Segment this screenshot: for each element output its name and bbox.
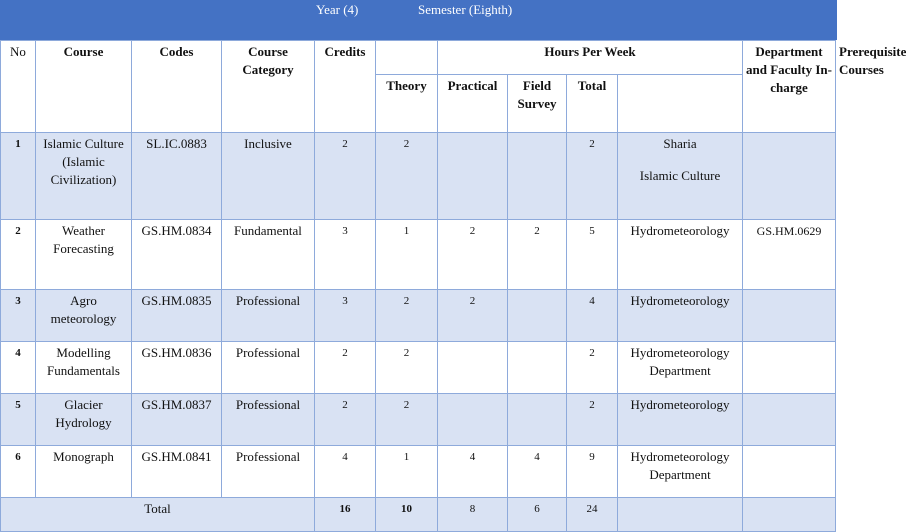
- row-code: GS.HM.0834: [132, 220, 222, 290]
- header-hours-per-week: Hours Per Week: [438, 41, 743, 75]
- row-category: Professional: [222, 290, 315, 342]
- row-practical: [438, 133, 508, 220]
- row-category: Fundamental: [222, 220, 315, 290]
- table-row: [1, 342, 836, 394]
- row-department: Hydrometeorology: [618, 394, 743, 446]
- header-department: Department and Faculty In-charge: [743, 41, 836, 133]
- row-department: Hydrometeorology Department: [618, 342, 743, 394]
- header-codes: Codes: [132, 41, 222, 133]
- row-credits: 2: [315, 342, 376, 394]
- year-label: Year (4): [316, 2, 359, 17]
- row-category: Professional: [222, 394, 315, 446]
- row-prerequisite: [743, 342, 836, 394]
- row-category: Professional: [222, 446, 315, 498]
- row-credits: 2: [315, 133, 376, 220]
- table-row: [1, 290, 836, 342]
- row-practical: [438, 394, 508, 446]
- table-row: [1, 220, 836, 290]
- header-no: No: [1, 41, 36, 133]
- row-prerequisite: [743, 446, 836, 498]
- row-field: [508, 133, 567, 220]
- row-total: 2: [567, 133, 618, 220]
- row-credits: 2: [315, 394, 376, 446]
- row-category: Professional: [222, 342, 315, 394]
- department-line: Islamic Culture: [639, 168, 721, 183]
- header-field-survey: Field Survey: [508, 75, 567, 133]
- row-theory: 2: [376, 342, 438, 394]
- row-course: Agro meteorology: [36, 290, 132, 342]
- row-prerequisite: [743, 133, 836, 220]
- header-row: No Course Codes Course Category Credits Hours Per Week Department and Faculty In-charge Prerequisite Courses: [1, 41, 836, 75]
- row-theory: 1: [376, 220, 438, 290]
- row-course: Islamic Culture (Islamic Civilization): [36, 133, 132, 220]
- row-practical: 4: [438, 446, 508, 498]
- row-course: Glacier Hydrology: [36, 394, 132, 446]
- row-course: Monograph: [36, 446, 132, 498]
- department-line: Sharia: [663, 136, 697, 151]
- total-field: 6: [508, 498, 567, 532]
- row-code: GS.HM.0841: [132, 446, 222, 498]
- row-theory: 2: [376, 394, 438, 446]
- table-row: [1, 133, 836, 220]
- row-no: 3: [1, 290, 36, 342]
- row-credits: 3: [315, 290, 376, 342]
- row-department: Hydrometeorology Department: [618, 446, 743, 498]
- row-field: [508, 394, 567, 446]
- row-field: [508, 342, 567, 394]
- row-no: 4: [1, 342, 36, 394]
- row-code: GS.HM.0836: [132, 342, 222, 394]
- total-row: [1, 498, 836, 532]
- total-credits: 16: [315, 498, 376, 532]
- row-prerequisite: GS.HM.0629: [743, 220, 836, 290]
- row-course: Weather Forecasting: [36, 220, 132, 290]
- total-theory: 10: [376, 498, 438, 532]
- row-prerequisite: [743, 394, 836, 446]
- row-field: 4: [508, 446, 567, 498]
- row-course: Modelling Fundamentals: [36, 342, 132, 394]
- header-course: Course: [36, 41, 132, 133]
- total-total: 24: [567, 498, 618, 532]
- row-department: [618, 133, 743, 220]
- row-category: Inclusive: [222, 133, 315, 220]
- total-label: Total: [1, 498, 315, 532]
- row-no: 1: [1, 133, 36, 220]
- header-total: Total: [567, 75, 618, 133]
- header-practical: Practical: [438, 75, 508, 133]
- row-credits: 4: [315, 446, 376, 498]
- row-field: 2: [508, 220, 567, 290]
- table-row: [1, 446, 836, 498]
- row-total: 2: [567, 394, 618, 446]
- row-total: 9: [567, 446, 618, 498]
- table-banner: [0, 0, 837, 40]
- row-practical: 2: [438, 220, 508, 290]
- header-theory: Theory: [376, 75, 438, 133]
- total-practical: 8: [438, 498, 508, 532]
- row-field: [508, 290, 567, 342]
- row-total: 5: [567, 220, 618, 290]
- row-theory: 2: [376, 290, 438, 342]
- row-theory: 1: [376, 446, 438, 498]
- total-department-blank: [618, 498, 743, 532]
- row-no: 6: [1, 446, 36, 498]
- row-code: GS.HM.0835: [132, 290, 222, 342]
- row-department: Hydrometeorology: [618, 220, 743, 290]
- row-theory: 2: [376, 133, 438, 220]
- row-code: GS.HM.0837: [132, 394, 222, 446]
- table-row: [1, 394, 836, 446]
- row-prerequisite: [743, 290, 836, 342]
- row-practical: [438, 342, 508, 394]
- header-category: Course Category: [222, 41, 315, 133]
- row-no: 2: [1, 220, 36, 290]
- course-table: [0, 40, 906, 532]
- row-department: Hydrometeorology: [618, 290, 743, 342]
- row-code: SL.IC.0883: [132, 133, 222, 220]
- total-prerequisite-blank: [743, 498, 836, 532]
- row-credits: 3: [315, 220, 376, 290]
- header-blank: [376, 41, 438, 75]
- header-credits: Credits: [315, 41, 376, 133]
- row-total: 2: [567, 342, 618, 394]
- semester-label: Semester (Eighth): [418, 2, 513, 17]
- row-no: 5: [1, 394, 36, 446]
- row-total: 4: [567, 290, 618, 342]
- row-practical: 2: [438, 290, 508, 342]
